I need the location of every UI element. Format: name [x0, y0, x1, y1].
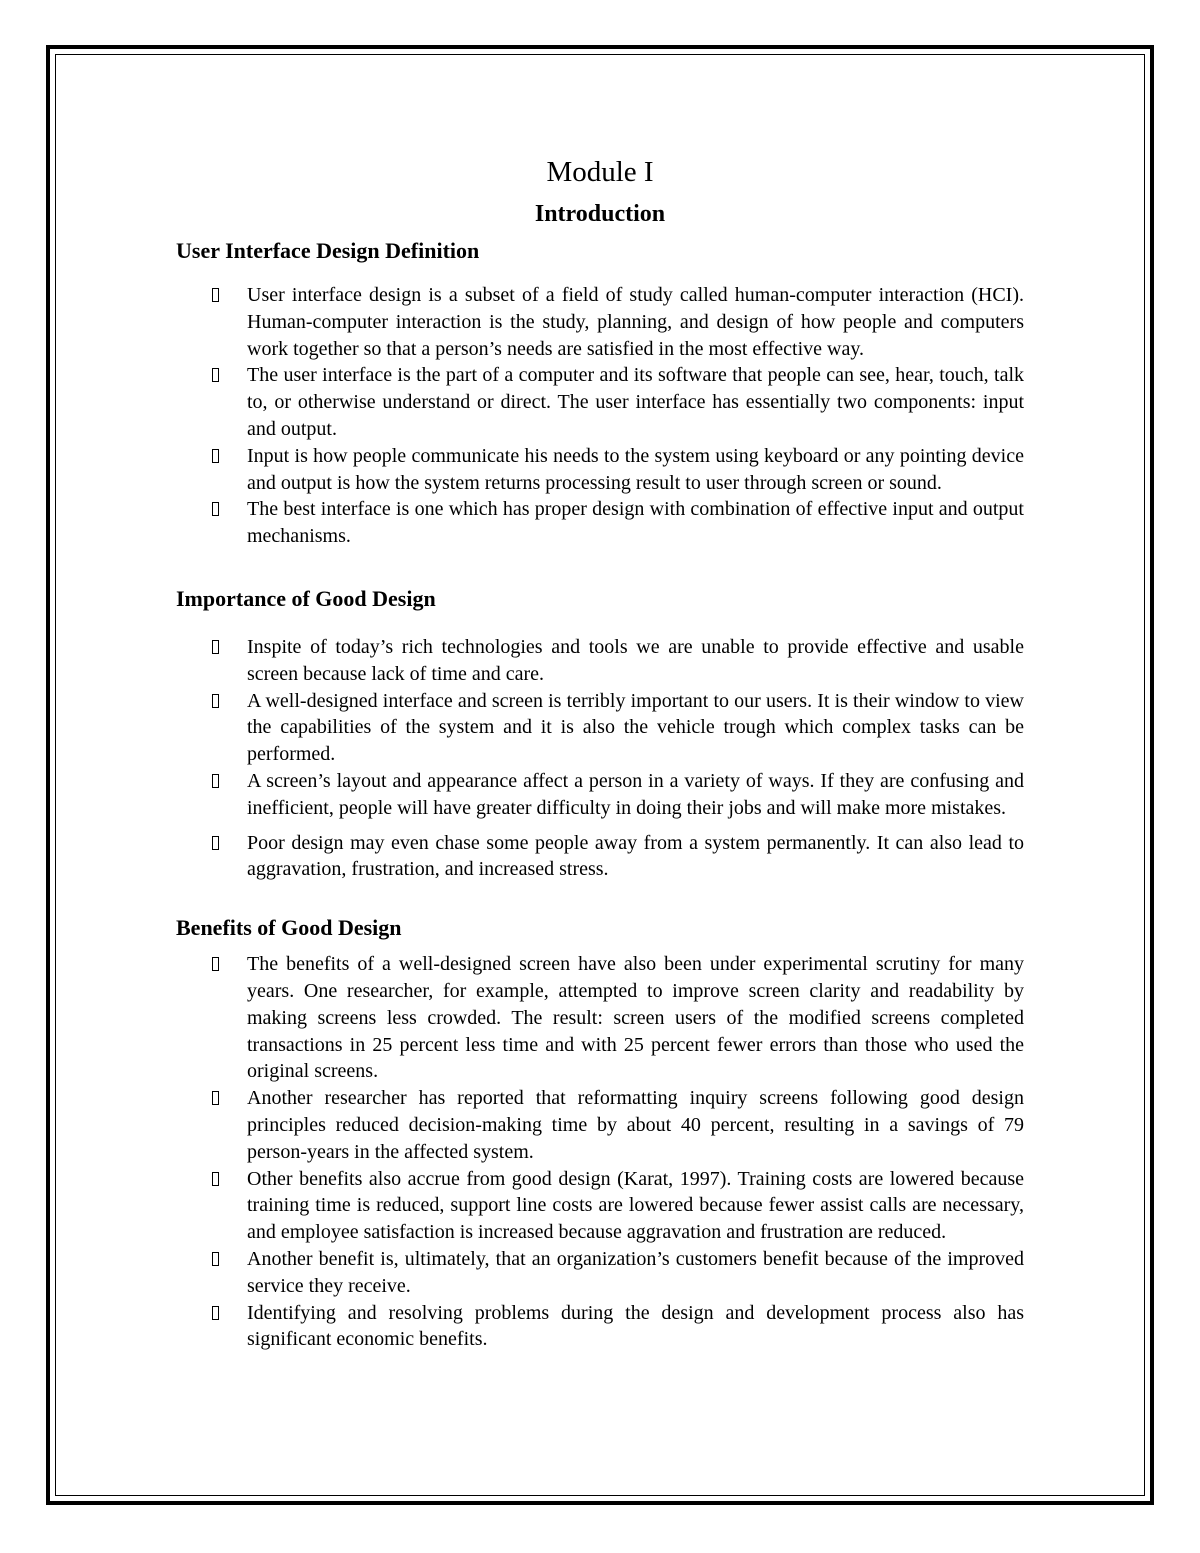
bullet-icon [212, 1306, 219, 1320]
list-item-text: Identifying and resolving problems during the design and development process also has significant economic benefits. [247, 1301, 1024, 1351]
section-heading-benefits: Benefits of Good Design [176, 915, 402, 941]
importance-list [176, 634, 1024, 883]
bullet-icon [212, 1091, 219, 1105]
list-item-text: User interface design is a subset of a field of study called human-computer interaction (HCI). Human-computer interaction is the study, planning, and design of how people and computers work together so that a person’s needs are satisfied in the most effective way. [247, 284, 1024, 360]
module-title: Module I [546, 156, 654, 188]
bullet-icon [212, 957, 219, 971]
bullet-icon [212, 640, 219, 654]
list-item-text: Inspite of today’s rich technologies and tools we are unable to provide effective and usable screen because lack of time and care. [247, 635, 1024, 685]
list-item-text: Another benefit is, ultimately, that an organization’s customers benefit because of the improved service they receive. [247, 1247, 1024, 1297]
list-item-text: Input is how people communicate his needs to the system using keyboard or any pointing device and output is how the system returns processing result to user through screen or sound. [247, 444, 1024, 494]
list-item [176, 1246, 1024, 1300]
list-item [176, 1085, 1024, 1165]
bullet-icon [212, 694, 219, 708]
list-item [176, 1166, 1024, 1246]
section-heading-importance: Importance of Good Design [176, 585, 436, 611]
bullet-icon [212, 836, 219, 850]
list-item [176, 443, 1024, 497]
list-item [176, 362, 1024, 442]
list-item-text: A screen’s layout and appearance affect a person in a variety of ways. If they are confusing and inefficient, people will have greater difficulty in doing their jobs and will make more mistakes. [247, 769, 1024, 819]
list-item-text: Other benefits also accrue from good design (Karat, 1997). Training costs are lowered because training time is reduced, support line costs are lowered because fewer assist calls are necessary, and employee satisfaction is increased because aggravation and frustration are reduced. [247, 1167, 1024, 1244]
list-item [176, 768, 1024, 822]
list-item-text: The benefits of a well-designed screen have also been under experimental scrutiny for many years. One researcher, for example, attempted to improve screen clarity and readability by making screens less crowded. The result: screen users of the modified screens completed transactions in 25 percent less time and with 25 percent fewer errors than those who used the original screens. [247, 953, 1024, 1083]
list-item [176, 282, 1024, 362]
document-body [176, 150, 1024, 1353]
list-item-text: Poor design may even chase some people away from a system permanently. It can also lead to aggravation, frustration, and increased stress. [247, 831, 1024, 881]
bullet-icon [212, 502, 219, 516]
benefits-list [176, 951, 1024, 1353]
list-item-text: Another researcher has reported that reformatting inquiry screens following good design principles reduced decision-making time by about 40 percent, resulting in a savings of 79 person-years in the affected system. [247, 1087, 1024, 1163]
bullet-icon [212, 288, 219, 302]
bullet-icon [212, 368, 219, 382]
bullet-icon [212, 449, 219, 463]
definition-list [176, 282, 1024, 550]
document-subtitle: Introduction [534, 201, 666, 227]
bullet-icon [212, 1172, 219, 1186]
bullet-icon [212, 1252, 219, 1266]
list-item [176, 496, 1024, 550]
list-item-text: The user interface is the part of a computer and its software that people can see, hear, touch, talk to, or otherwise understand or direct. The user interface has essentially two components: input and output. [247, 364, 1024, 440]
list-item [176, 830, 1024, 884]
list-item [176, 951, 1024, 1085]
list-item [176, 634, 1024, 688]
section-heading-definition: User Interface Design Definition [176, 238, 480, 263]
bullet-icon [212, 774, 219, 788]
list-item [176, 688, 1024, 768]
list-item [176, 1300, 1024, 1354]
list-item-text: The best interface is one which has proper design with combination of effective input and output mechanisms. [247, 498, 1024, 548]
list-item-text: A well-designed interface and screen is terribly important to our users. It is their window to view the capabilities of the system and it is also the vehicle trough which complex tasks can be performed. [247, 689, 1024, 766]
